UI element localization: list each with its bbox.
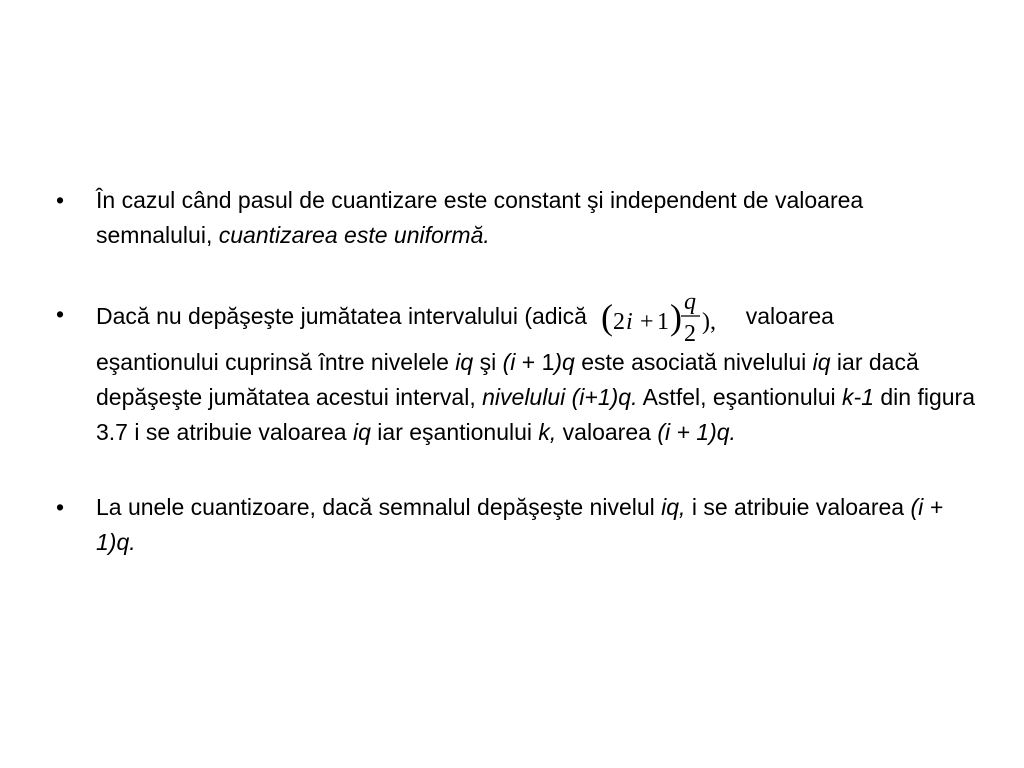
formula-coef: 2	[613, 309, 626, 335]
bullet-list	[56, 183, 976, 560]
bullet-italic: iq	[812, 349, 831, 375]
formula-plus: +	[640, 309, 654, 335]
bullet-text: În cazul când pasul de cuantizare este constant şi independent de valoarea semnalului,	[96, 187, 864, 248]
bullet-italic: (i + 1)q.	[657, 419, 736, 445]
bullet-text: şi	[473, 349, 503, 375]
bullet-continuation	[96, 345, 976, 450]
bullet-italic: (i	[502, 349, 516, 375]
bullet-italic: iq,	[661, 494, 686, 520]
bullet-text: din figura 3.7 i se atribuie valoarea	[96, 384, 976, 445]
bullet-text: valoarea	[739, 303, 834, 329]
bullet-text: Astfel, eşantionului	[637, 384, 843, 410]
bullet-italic: (i + 1)q.	[96, 494, 944, 555]
bullet-text: i se atribuie valoarea	[685, 494, 911, 520]
formula-rparen-inner: )	[670, 297, 683, 337]
bullet-text: iar eşantionului	[370, 419, 539, 445]
formula-lparen-outer: (	[601, 297, 614, 337]
bullet-uniform-quantization	[56, 183, 976, 253]
formula-svg	[601, 285, 737, 347]
formula-one: 1	[657, 309, 670, 335]
bullet-text: este asociată nivelului	[574, 349, 813, 375]
formula-var: i	[626, 309, 634, 335]
bullet-half-interval	[56, 289, 976, 450]
bullet-text: iar dacă depăşeşte jumătatea acestui interval,	[96, 349, 919, 410]
bullet-text: Dacă nu depăşeşte jumătatea intervalului (adică	[96, 303, 594, 329]
bullet-italic: )q	[554, 349, 575, 375]
bullet-marker: •	[56, 187, 65, 213]
formula-half-interval	[601, 285, 737, 347]
bullet-first-line	[96, 289, 976, 357]
bullet-marker: •	[56, 301, 65, 327]
formula-denominator: 2	[684, 321, 697, 347]
bullet-italic: nivelului (i+1)q.	[482, 384, 638, 410]
bullet-italic: k-1	[842, 384, 874, 410]
bullet-text: valoarea	[556, 419, 658, 445]
bullet-other-quantizers	[56, 490, 976, 560]
bullet-italic: iq	[353, 419, 371, 445]
formula-numerator: q	[684, 289, 697, 315]
bullet-text: eşantionului cuprinsă între nivelele	[96, 349, 456, 375]
bullet-italic: cuantizarea este uniformă.	[218, 222, 490, 248]
bullet-marker: •	[56, 494, 65, 520]
bullet-italic: k,	[538, 419, 557, 445]
formula-rparen-outer: ),	[702, 309, 717, 335]
bullet-text: La unele cuantizoare, dacă semnalul depăşeşte nivelul	[96, 494, 662, 520]
bullet-text: + 1	[515, 349, 555, 375]
bullet-italic: iq	[455, 349, 474, 375]
